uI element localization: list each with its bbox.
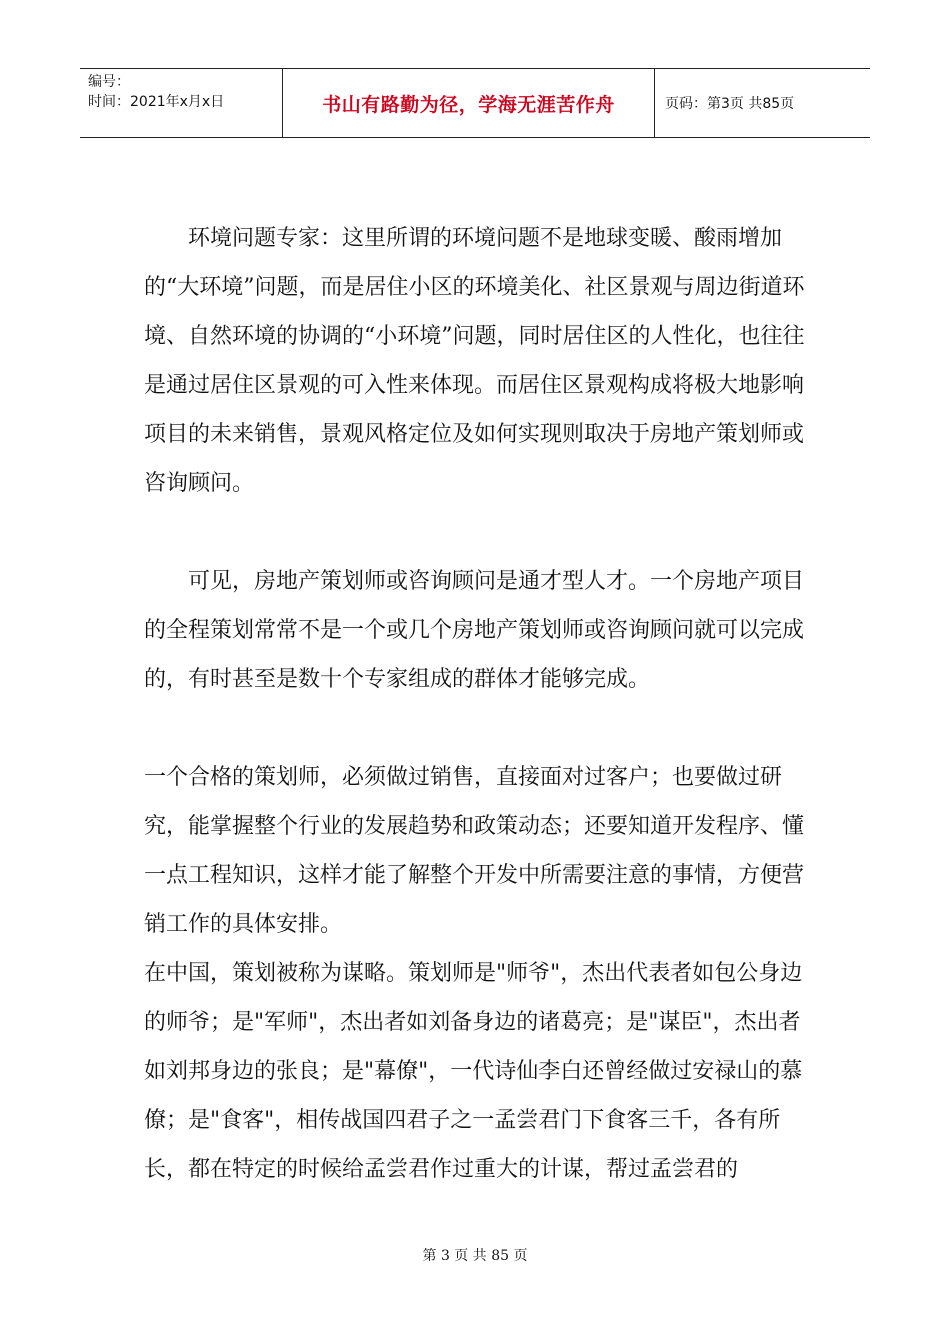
page-footer: 第 3 页 共 85 页 xyxy=(422,1248,528,1264)
paragraph-gap xyxy=(144,704,808,753)
header-page-label: 页码：第3页 共85页 xyxy=(665,96,795,112)
document-body xyxy=(144,214,808,1194)
paragraph-generalist: 可见，房地产策划师或咨询顾问是通才型人才。一个房地产项目的全程策划常常不是一个或几个房地产策划师或咨询顾问就可以完成的，有时甚至是数十个专家组成的群体才能够完成。 xyxy=(144,569,805,692)
page-header xyxy=(80,68,870,138)
time-label: 时间：2021年x月x日 xyxy=(88,94,225,110)
number-label: 编号： xyxy=(88,74,130,90)
paragraph-gap xyxy=(144,508,808,557)
header-motto: 书山有路勤为径，学海无涯苦作舟 xyxy=(283,69,655,137)
header-meta xyxy=(80,69,283,137)
paragraph-strategy-china: 在中国，策划被称为谋略。策划师是"师爷"，杰出代表者如包公身边的师爷；是"军师"，杰出者如刘备身边的诸葛亮；是"谋臣"，杰出者如刘邦身边的张良；是"幕僚"，一代诗仙李白还曾经做过安禄山的慕僚；是"食客"，相传战国四君子之一孟尝君门下食客三千，各有所长，都在特定的时候给孟尝君作过重大的计谋，帮过孟尝君的 xyxy=(144,961,803,1182)
paragraph-environment-expert: 环境问题专家：这里所谓的环境问题不是地球变暖、酸雨增加的“大环境”问题，而是居住小区的环境美化、社区景观与周边街道环境、自然环境的协调的“小环境”问题，同时居住区的人性化，也往往是通过居住区景观的可入性来体现。而居住区景观构成将极大地影响项目的未来销售，景观风格定位及如何实现则取决于房地产策划师或咨询顾问。 xyxy=(144,226,805,496)
paragraph-qualified-planner: 一个合格的策划师，必须做过销售，直接面对过客户；也要做过研究，能掌握整个行业的发展趋势和政策动态；还要知道开发程序、懂一点工程知识，这样才能了解整个开发中所需要注意的事情，方便营销工作的具体安排。 xyxy=(144,765,805,937)
